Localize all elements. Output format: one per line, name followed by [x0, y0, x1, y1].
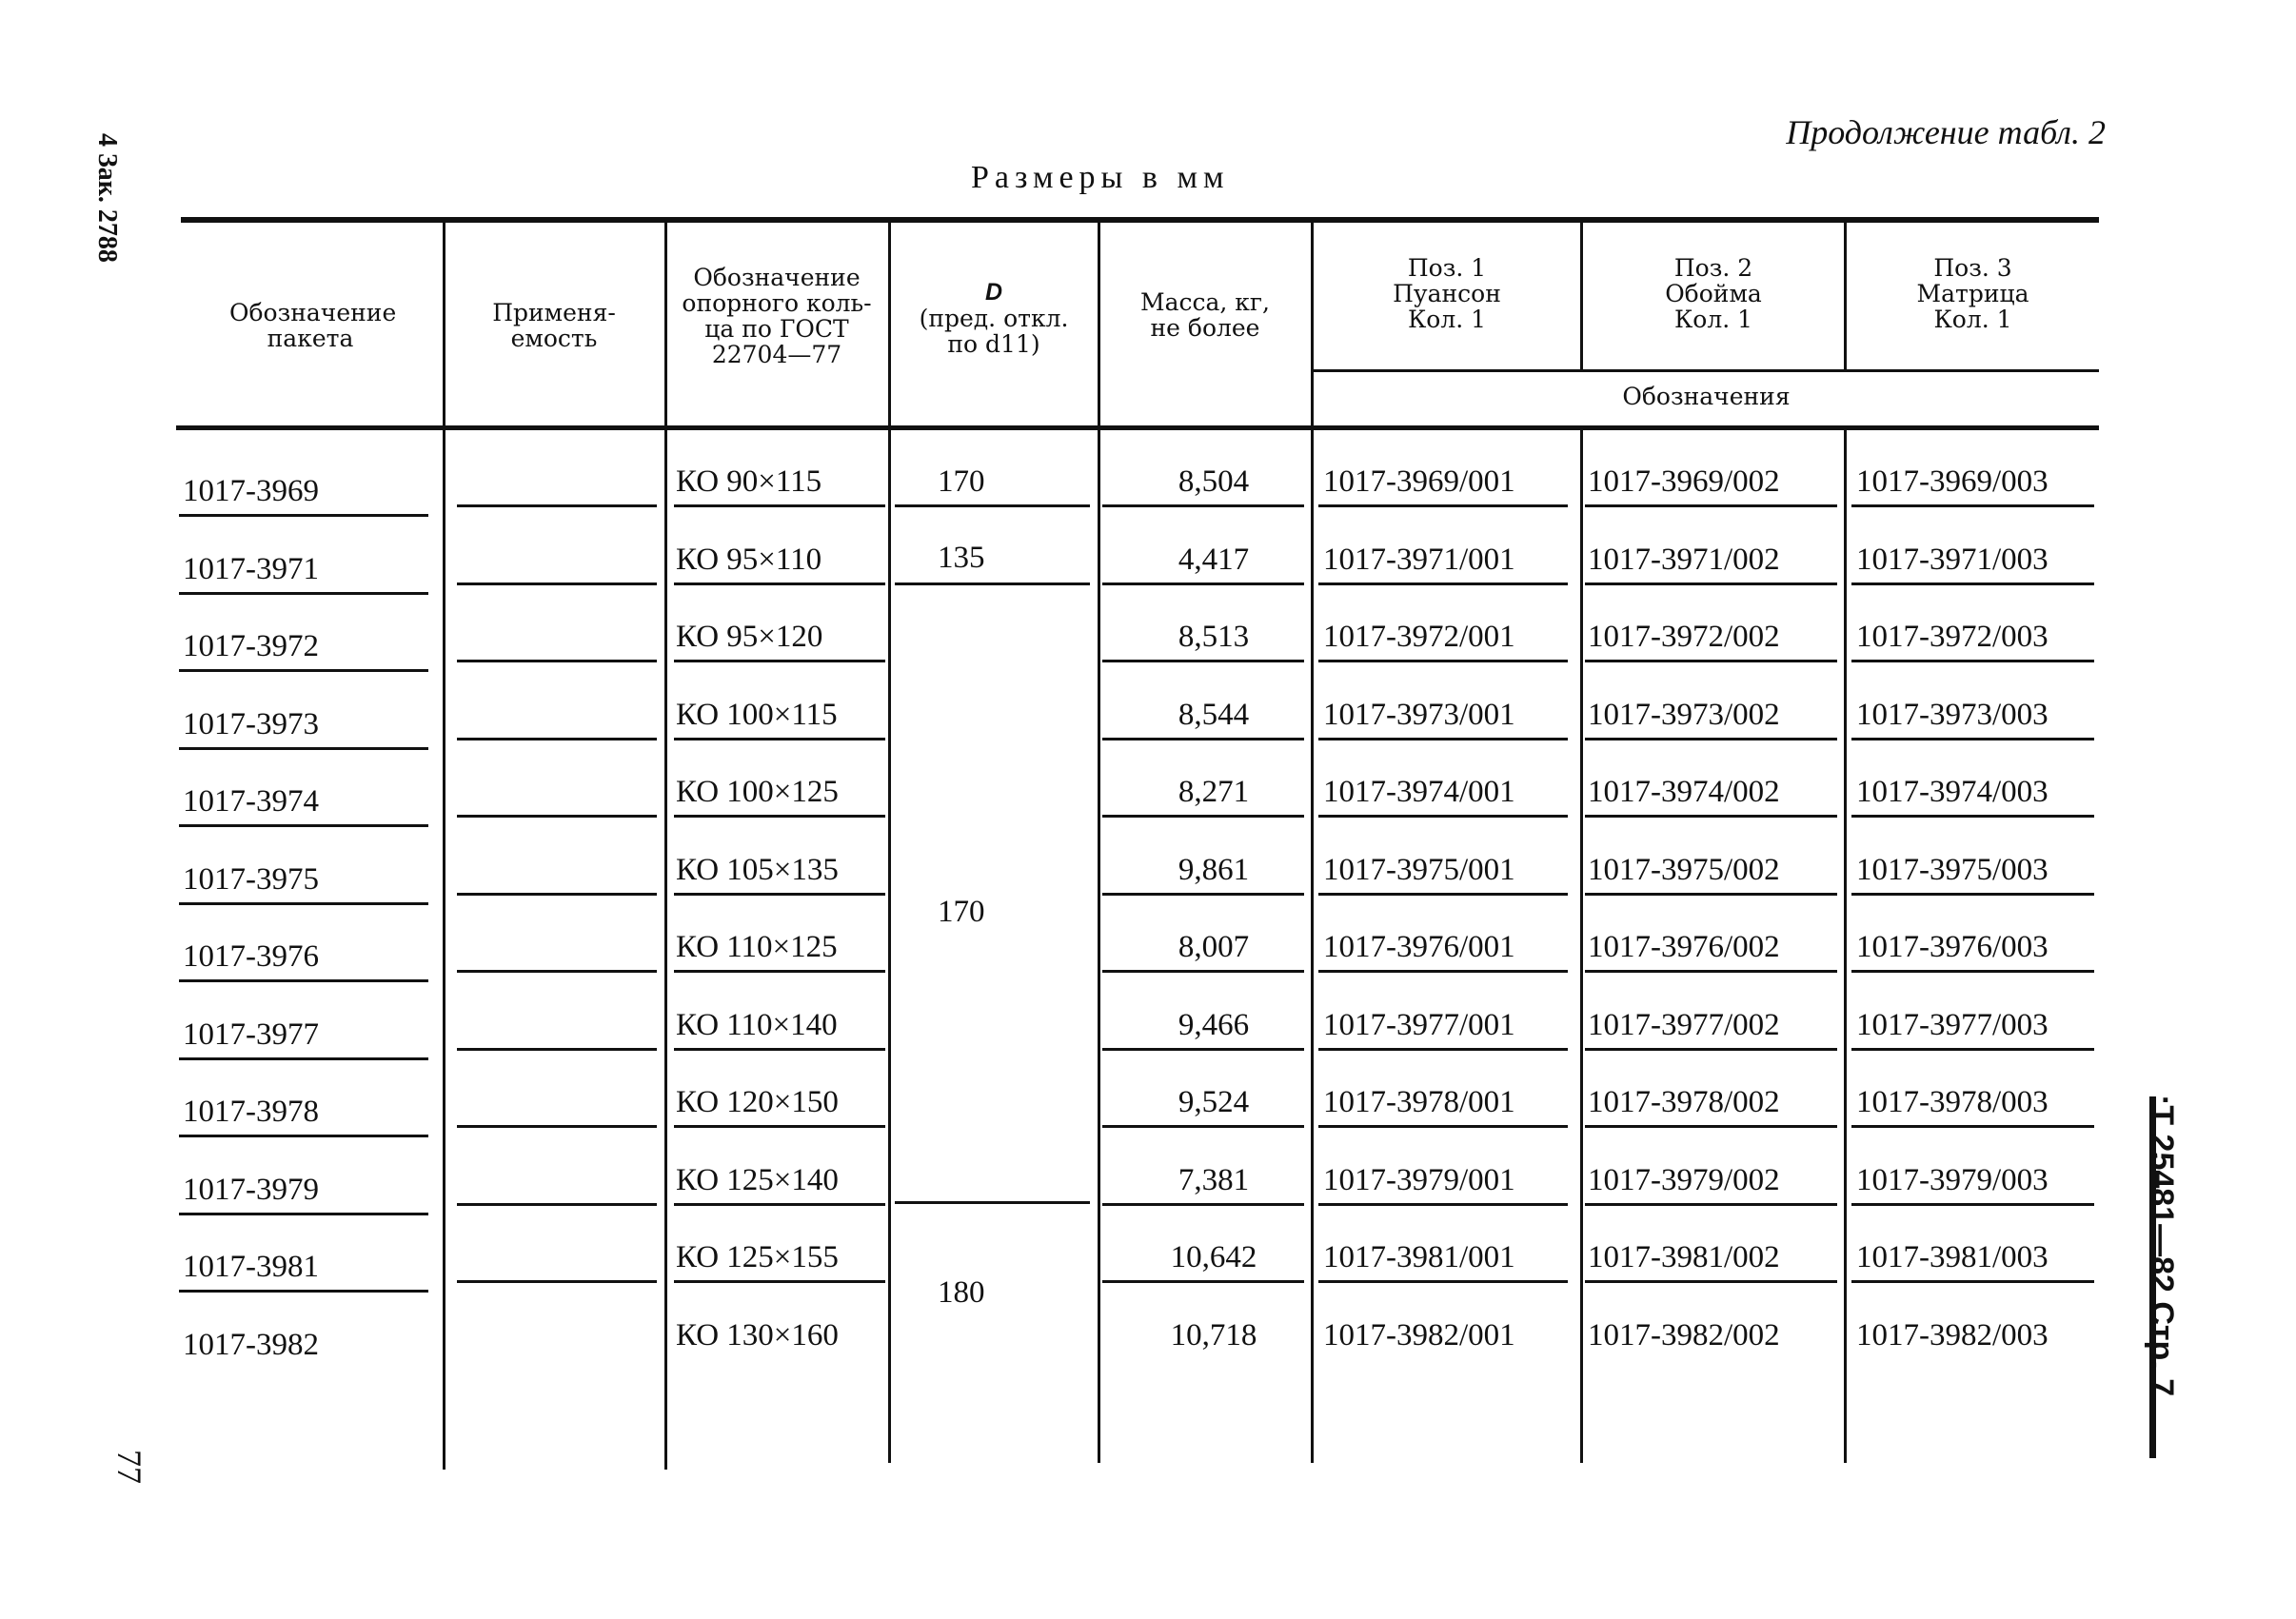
d-value-4: 180	[938, 1275, 985, 1310]
col-line-1	[443, 221, 445, 1470]
ring-cell: КО 125×155	[676, 1240, 839, 1274]
pos3-cell: 1017-3973/003	[1856, 697, 2049, 732]
header-pos1	[1314, 255, 1580, 332]
pos3-underline	[1851, 504, 2094, 507]
pos3-cell: 1017-3975/003	[1856, 852, 2049, 887]
col-line-6b	[1580, 430, 1583, 1463]
header-sub-border	[1312, 369, 2099, 372]
packet-underline	[179, 514, 428, 517]
ring-underline	[674, 738, 885, 740]
pos1-underline	[1318, 1125, 1568, 1128]
mass-underline	[1102, 1048, 1304, 1051]
ring-cell: КО 130×160	[676, 1317, 839, 1352]
ring-cell: КО 120×150	[676, 1085, 839, 1119]
pos2-cell: 1017-3978/002	[1588, 1085, 1780, 1119]
pos1-cell: 1017-3982/001	[1323, 1317, 1515, 1352]
mass-cell: 4,417	[1178, 542, 1250, 577]
mass-underline	[1102, 1280, 1304, 1283]
units-caption: Размеры в мм	[971, 160, 1230, 195]
pos2-underline	[1585, 582, 1837, 585]
applicability-blank	[457, 1125, 657, 1128]
ring-underline	[674, 504, 885, 507]
pos1-cell: 1017-3977/001	[1323, 1007, 1515, 1042]
pos2-underline	[1585, 660, 1837, 662]
right-margin-standard	[2123, 1095, 2199, 1475]
packet-underline	[179, 1135, 428, 1137]
header-pos3	[1847, 255, 2099, 332]
mass-cell: 9,524	[1178, 1085, 1250, 1119]
header-mass-line-1: Масса, кг,	[1140, 288, 1270, 316]
packet-cell: 1017-3969	[183, 474, 319, 508]
pos2-cell: 1017-3975/002	[1588, 852, 1780, 887]
pos1-underline	[1318, 893, 1568, 896]
ring-cell: КО 110×140	[676, 1007, 838, 1042]
pos2-cell: 1017-3976/002	[1588, 930, 1780, 964]
packet-underline	[179, 669, 428, 672]
header-ring-line-3: ца по ГОСТ	[704, 315, 849, 343]
pos3-underline	[1851, 1125, 2094, 1128]
pos2-underline	[1585, 1203, 1837, 1206]
left-margin-order	[84, 133, 141, 409]
mass-cell: 9,466	[1178, 1007, 1250, 1042]
header-pos2-line-3: Кол. 1	[1673, 306, 1753, 333]
pos3-cell: 1017-3981/003	[1856, 1240, 2049, 1274]
header-applicability-text: Применя-емость	[492, 299, 616, 352]
packet-cell: 1017-3981	[183, 1250, 319, 1284]
ring-cell: КО 105×135	[676, 852, 839, 887]
d-underline-2	[895, 582, 1090, 585]
applicability-blank	[457, 1203, 657, 1206]
pos2-underline	[1585, 1125, 1837, 1128]
mass-cell: 7,381	[1178, 1162, 1250, 1197]
header-pos3-line-1: Поз. 3	[1933, 254, 2012, 282]
pos3-cell: 1017-3982/003	[1856, 1317, 2049, 1352]
header-pos1-line-1: Поз. 1	[1407, 254, 1487, 282]
ring-underline	[674, 1280, 885, 1283]
packet-cell: 1017-3973	[183, 706, 319, 741]
header-d-note-2: по d11)	[947, 330, 1040, 358]
pos3-cell: 1017-3974/003	[1856, 775, 2049, 809]
pos3-cell: 1017-3971/003	[1856, 542, 2049, 577]
header-pos3-line-3: Кол. 1	[1933, 306, 2012, 333]
d-value-2: 135	[938, 541, 985, 575]
header-pos3-line-2: Матрица	[1916, 280, 2029, 307]
packet-cell: 1017-3971	[183, 551, 319, 586]
header-designation-text: Обозначение пакета	[229, 299, 397, 352]
pos1-underline	[1318, 738, 1568, 740]
ring-underline	[674, 893, 885, 896]
pos3-underline	[1851, 815, 2094, 818]
applicability-blank	[457, 504, 657, 507]
pos2-cell: 1017-3973/002	[1588, 697, 1780, 732]
header-ring-line-4: 22704—77	[711, 341, 842, 368]
d-value-3: 170	[938, 895, 985, 929]
mass-cell: 8,271	[1178, 775, 1250, 809]
header-applicability	[445, 300, 663, 351]
applicability-blank	[457, 1280, 657, 1283]
mass-cell: 9,861	[1178, 852, 1250, 887]
page-number: 77	[110, 1450, 148, 1484]
packet-underline	[179, 1290, 428, 1293]
packet-cell: 1017-3974	[183, 784, 319, 819]
packet-cell: 1017-3978	[183, 1095, 319, 1129]
header-ring-line-2: опорного коль-	[682, 289, 872, 317]
pos3-underline	[1851, 1203, 2094, 1206]
mass-cell: 8,007	[1178, 930, 1250, 964]
pos2-underline	[1585, 970, 1837, 973]
packet-underline	[179, 1057, 428, 1060]
ring-cell: КО 100×125	[676, 775, 839, 809]
ring-cell: КО 100×115	[676, 697, 838, 732]
pos1-cell: 1017-3978/001	[1323, 1085, 1515, 1119]
ring-cell: КО 95×120	[676, 620, 823, 654]
header-d	[891, 280, 1097, 357]
pos2-underline	[1585, 504, 1837, 507]
ring-cell: КО 95×110	[676, 542, 822, 577]
applicability-blank	[457, 815, 657, 818]
header-bottom-border	[176, 425, 2099, 430]
pos1-underline	[1318, 1203, 1568, 1206]
applicability-blank	[457, 970, 657, 973]
packet-underline	[179, 979, 428, 982]
header-designations: Обозначения	[1622, 383, 1791, 410]
packet-cell: 1017-3976	[183, 939, 319, 974]
packet-cell: 1017-3972	[183, 629, 319, 663]
pos2-underline	[1585, 1280, 1837, 1283]
pos2-cell: 1017-3979/002	[1588, 1162, 1780, 1197]
pos1-cell: 1017-3976/001	[1323, 930, 1515, 964]
pos3-cell: 1017-3979/003	[1856, 1162, 2049, 1197]
col-line-4	[1098, 221, 1100, 1463]
header-mass-line-2: не более	[1150, 314, 1260, 342]
header-ring	[666, 265, 887, 367]
pos1-cell: 1017-3972/001	[1323, 620, 1515, 654]
pos3-cell: 1017-3972/003	[1856, 620, 2049, 654]
header-mass	[1100, 289, 1310, 341]
pos2-underline	[1585, 893, 1837, 896]
pos1-underline	[1318, 582, 1568, 585]
packet-cell: 1017-3979	[183, 1172, 319, 1207]
pos3-underline	[1851, 738, 2094, 740]
mass-underline	[1102, 1125, 1304, 1128]
mass-cell: 10,718	[1170, 1317, 1257, 1352]
header-pos2-line-1: Поз. 2	[1673, 254, 1753, 282]
col-line-7b	[1844, 430, 1847, 1463]
ring-cell: КО 125×140	[676, 1162, 839, 1197]
packet-cell: 1017-3977	[183, 1017, 319, 1052]
pos3-cell: 1017-3969/003	[1856, 464, 2049, 499]
pos1-cell: 1017-3971/001	[1323, 542, 1515, 577]
applicability-blank	[457, 660, 657, 662]
ring-cell: КО 90×115	[676, 464, 822, 499]
pos2-cell: 1017-3969/002	[1588, 464, 1780, 499]
col-line-2	[664, 221, 667, 1470]
pos3-underline	[1851, 582, 2094, 585]
ring-underline	[674, 1125, 885, 1128]
packet-cell: 1017-3975	[183, 861, 319, 897]
ring-underline	[674, 1048, 885, 1051]
pos3-underline	[1851, 1280, 2094, 1283]
ring-underline	[674, 815, 885, 818]
standard-label: :Т 25481—82 Стр. 7	[2144, 1095, 2180, 1397]
packet-underline	[179, 1213, 428, 1215]
order-number: 4 Зак. 2788	[92, 133, 122, 263]
pos2-cell: 1017-3972/002	[1588, 620, 1780, 654]
pos2-cell: 1017-3981/002	[1588, 1240, 1780, 1274]
mass-underline	[1102, 893, 1304, 896]
mass-underline	[1102, 504, 1304, 507]
pos2-cell: 1017-3977/002	[1588, 1007, 1780, 1042]
pos3-underline	[1851, 660, 2094, 662]
pos3-underline	[1851, 893, 2094, 896]
packet-cell: 1017-3982	[183, 1327, 319, 1362]
mass-underline	[1102, 815, 1304, 818]
col-line-3	[888, 221, 891, 1463]
mass-underline	[1102, 660, 1304, 662]
pos3-cell: 1017-3977/003	[1856, 1007, 2049, 1042]
header-d-note-1: (пред. откл.	[919, 305, 1069, 332]
pos1-underline	[1318, 1280, 1568, 1283]
applicability-blank	[457, 738, 657, 740]
mass-underline	[1102, 970, 1304, 973]
pos2-cell: 1017-3982/002	[1588, 1317, 1780, 1352]
ring-underline	[674, 660, 885, 662]
packet-underline	[179, 902, 428, 905]
continuation-label: Продолжение табл. 2	[1786, 113, 2106, 151]
d-value-1: 170	[938, 464, 985, 499]
header-designation	[181, 300, 440, 351]
pos1-cell: 1017-3973/001	[1323, 697, 1515, 732]
mass-underline	[1102, 582, 1304, 585]
pos2-cell: 1017-3974/002	[1588, 775, 1780, 809]
mass-cell: 8,513	[1178, 620, 1250, 654]
header-ring-line-1: Обозначение	[693, 264, 861, 291]
pos2-cell: 1017-3971/002	[1588, 542, 1780, 577]
packet-underline	[179, 747, 428, 750]
pos1-underline	[1318, 504, 1568, 507]
pos1-cell: 1017-3969/001	[1323, 464, 1515, 499]
applicability-blank	[457, 1048, 657, 1051]
ring-cell: КО 110×125	[676, 930, 838, 964]
pos3-cell: 1017-3976/003	[1856, 930, 2049, 964]
header-d-symbol: D	[984, 279, 1003, 306]
mass-cell: 8,504	[1178, 464, 1250, 499]
mass-cell: 10,642	[1170, 1240, 1257, 1274]
mass-underline	[1102, 738, 1304, 740]
pos2-underline	[1585, 738, 1837, 740]
mass-cell: 8,544	[1178, 697, 1250, 732]
ring-underline	[674, 970, 885, 973]
applicability-blank	[457, 582, 657, 585]
header-pos1-line-3: Кол. 1	[1407, 306, 1487, 333]
pos1-cell: 1017-3979/001	[1323, 1162, 1515, 1197]
header-pos1-line-2: Пуансон	[1393, 280, 1501, 307]
applicability-blank	[457, 893, 657, 896]
pos1-cell: 1017-3975/001	[1323, 852, 1515, 887]
ring-underline	[674, 582, 885, 585]
d-underline-3	[895, 1201, 1090, 1204]
d-underline-1	[895, 504, 1090, 507]
packet-underline	[179, 592, 428, 595]
mass-underline	[1102, 1203, 1304, 1206]
pos3-underline	[1851, 970, 2094, 973]
pos1-cell: 1017-3974/001	[1323, 775, 1515, 809]
pos3-underline	[1851, 1048, 2094, 1051]
table-top-border	[181, 217, 2099, 223]
pos2-underline	[1585, 815, 1837, 818]
packet-underline	[179, 824, 428, 827]
pos1-underline	[1318, 970, 1568, 973]
pos1-cell: 1017-3981/001	[1323, 1240, 1515, 1274]
ring-underline	[674, 1203, 885, 1206]
header-pos2	[1583, 255, 1844, 332]
pos2-underline	[1585, 1048, 1837, 1051]
pos3-cell: 1017-3978/003	[1856, 1085, 2049, 1119]
header-pos2-line-2: Обойма	[1665, 280, 1762, 307]
pos1-underline	[1318, 1048, 1568, 1051]
pos1-underline	[1318, 815, 1568, 818]
pos1-underline	[1318, 660, 1568, 662]
